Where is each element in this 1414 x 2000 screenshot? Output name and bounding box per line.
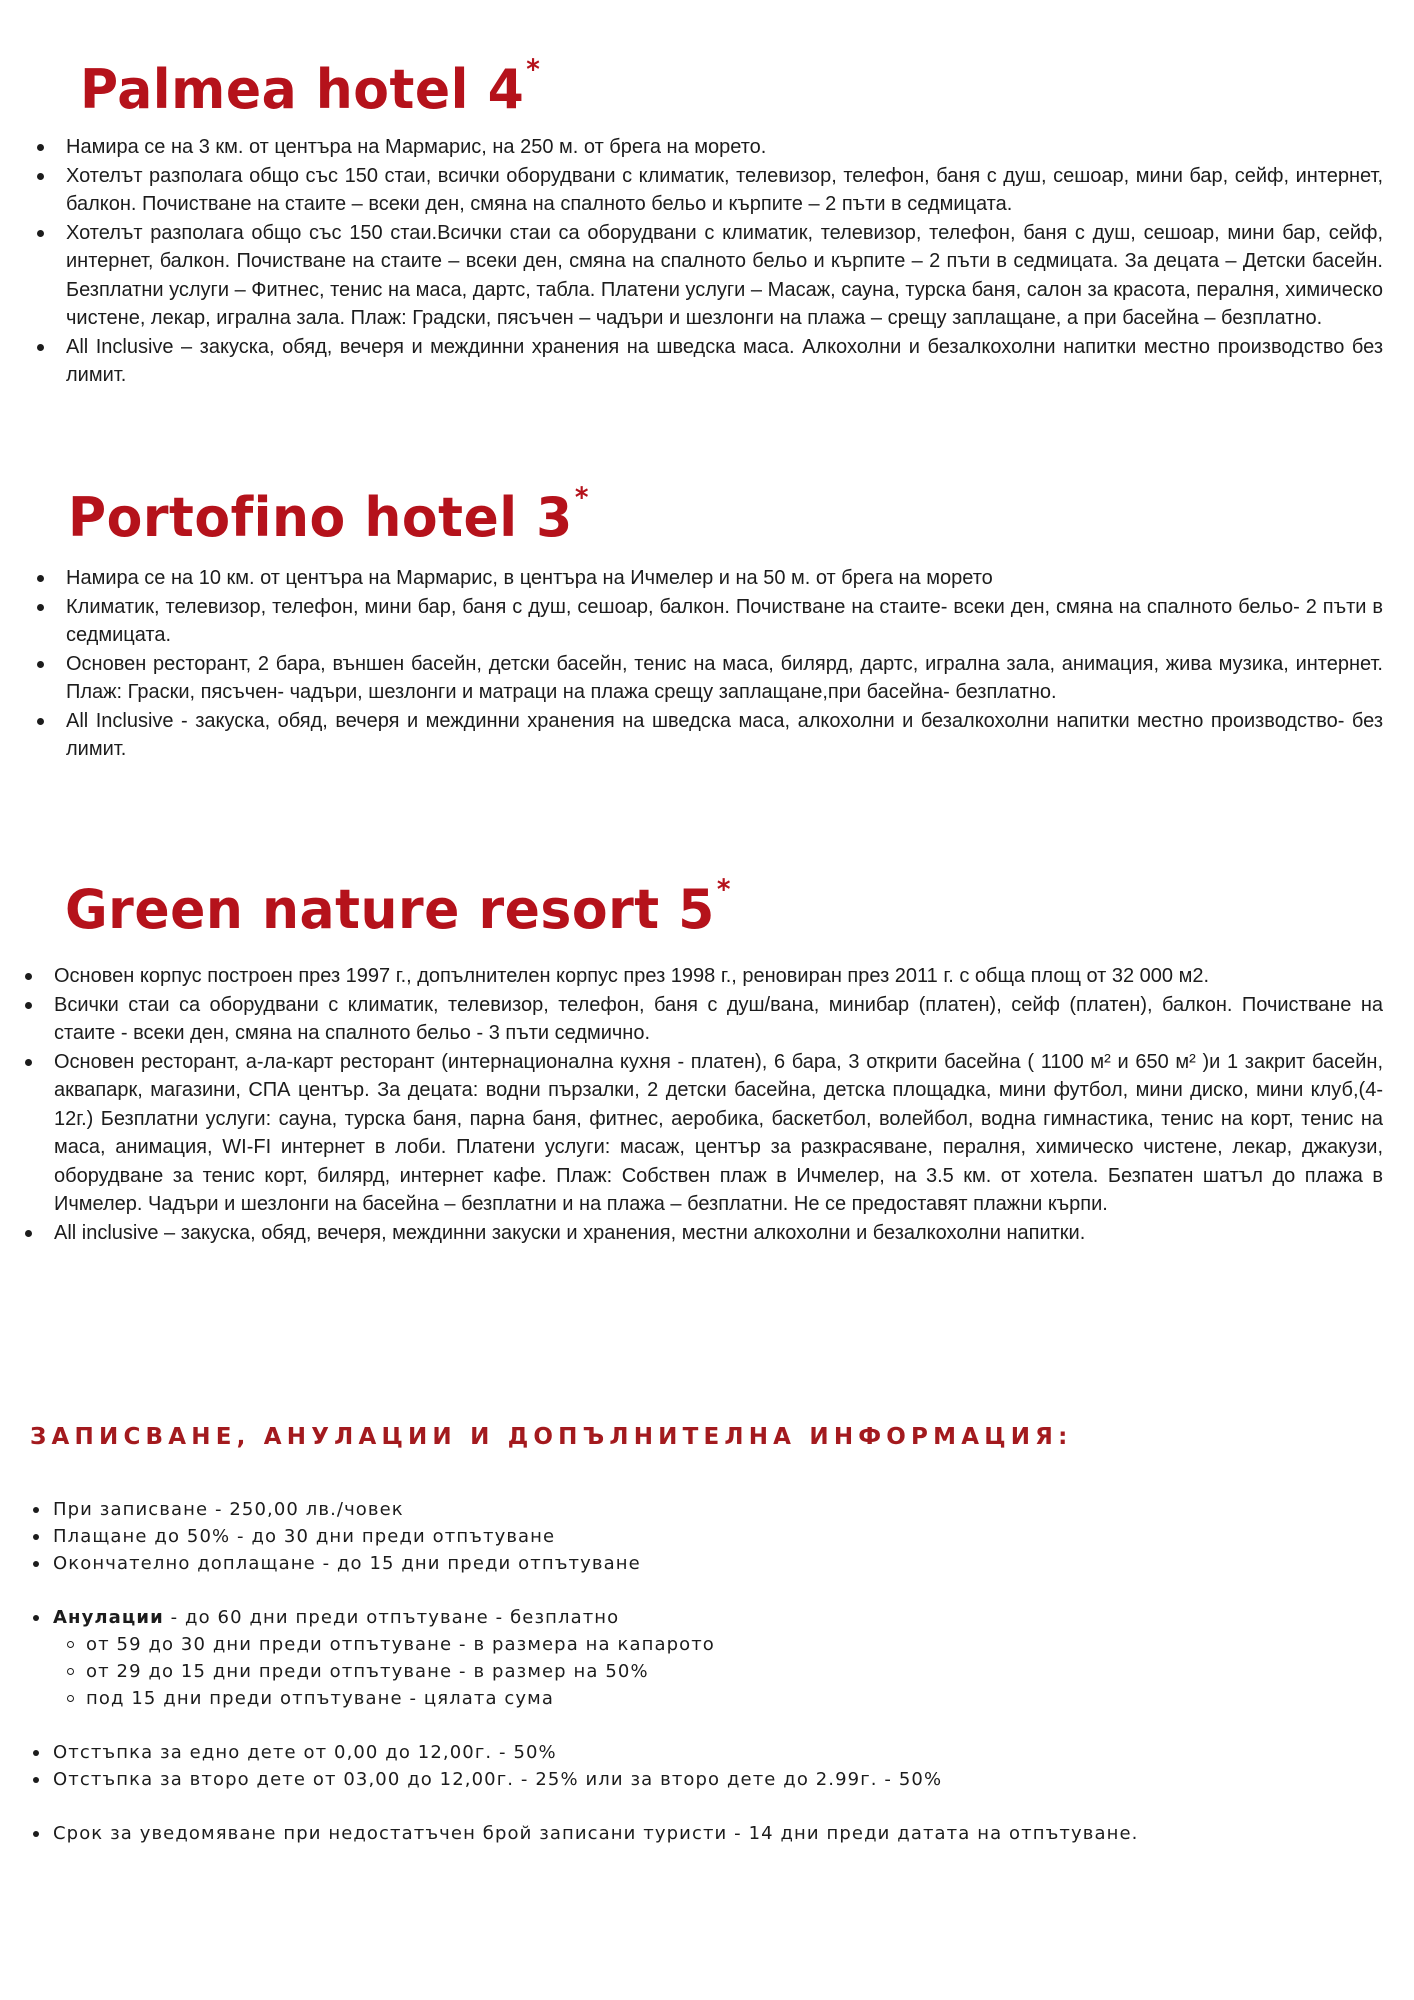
list-item: Намира се на 3 км. от центъра на Мармарис, на 250 м. от брега на морето.: [66, 133, 1383, 162]
list-item: All Inclusive - закуска, обяд, вечеря и междинни хранения на шведска маса, алкохолни и безалкохолни напитки местно производство- без лимит.: [66, 707, 1383, 764]
list-item: При записване - 250,00 лв./човек: [53, 1496, 641, 1523]
list-item: Климатик, телевизор, телефон, мини бар, баня с душ, сешоар, балкон. Почистване на стаите- всеки ден, смяна на спалното бельо- 2 пъти в седмицата.: [66, 593, 1383, 650]
list-item: от 29 до 15 дни преди отпътуване - в размер на 50%: [86, 1658, 715, 1685]
star-mark: *: [716, 874, 731, 906]
list-item: Хотелът разполага общо със 150 стаи, всички оборудвани с климатик, телевизор, телефон, баня с душ, сешоар, мини бар, сейф, интернет, балкон. Почистване на стаите – всеки ден, смяна на спалното бельо и кърпите – 2 пъти в седмицата.: [66, 162, 1383, 219]
list-item: Отстъпка за едно дете от 0,00 до 12,00г. - 50%: [53, 1739, 942, 1766]
payment-list: [53, 1496, 641, 1577]
cancellation-sub-list: [53, 1631, 715, 1712]
cancellation-label: Анулации: [53, 1607, 164, 1628]
list-item: [53, 1604, 715, 1712]
list-item: Хотелът разполага общо със 150 стаи.Всички стаи са оборудвани с климатик, телевизор, телефон, баня с душ, сешоар, мини бар, сейф, интернет, балкон. Почистване на стаите – всеки ден, смяна на спалното бельо и кърпите – 2 пъти в седмицата. За децата – Детски басейн. Безплатни услуги – Фитнес, тенис на маса, дартс, табла. Платени услуги – Масаж, сауна, турска баня, салон за красота, пералня, химическо чистене, лекар, игрална зала. Плаж: Градски, пясъчен – чадъри и шезлонги на плажа – срещу заплащане, а при басейна – безплатно.: [66, 219, 1383, 333]
list-item: Плащане до 50% - до 30 дни преди отпътуване: [53, 1523, 641, 1550]
list-item: Основен ресторант, 2 бара, външен басейн, детски басейн, тенис на маса, билярд, дартс, игрална зала, анимация, жива музика, интернет. Плаж: Граски, пясъчен- чадъри, шезлонги и матраци на плажа срещу заплащане,при басейна- безплатно.: [66, 650, 1383, 707]
hotel-title-palmea: Palmea hotel 4*: [80, 54, 541, 122]
list-item: Намира се на 10 км. от центъра на Мармарис, в центъра на Ичмелер и на 50 м. от брега на морето: [66, 564, 1383, 593]
hotel-details-portofino: [66, 564, 1383, 764]
cancellation-text: - до 60 дни преди отпътуване - безплатно: [163, 1607, 620, 1628]
hotel-title-green-nature: Green nature resort 5*: [65, 874, 731, 942]
list-item: под 15 дни преди отпътуване - цялата сума: [86, 1685, 715, 1712]
list-item: All Inclusive – закуска, обяд, вечеря и междинни хранения на шведска маса. Алкохолни и безалкохолни напитки местно производство без лимит.: [66, 333, 1383, 390]
list-item: Всички стаи са оборудвани с климатик, телевизор, телефон, баня с душ/вана, минибар (платен), сейф (платен), балкон. Почистване на стаите - всеки ден, смяна на спалното бельо - 3 пъти седмично.: [54, 991, 1383, 1048]
list-item: All inclusive – закуска, обяд, вечеря, междинни закуски и хранения, местни алкохолни и безалкохолни напитки.: [54, 1219, 1383, 1248]
star-mark: *: [574, 482, 589, 514]
list-item: Срок за уведомяване при недостатъчен брой записани туристи - 14 дни преди датата на отпътуване.: [53, 1820, 1138, 1847]
hotel-title-portofino: Portofino hotel 3*: [68, 482, 589, 550]
info-heading: ЗАПИСВАНЕ, АНУЛАЦИИ И ДОПЪЛНИТЕЛНА ИНФОРМАЦИЯ:: [30, 1424, 1073, 1450]
notice-list: [53, 1820, 1138, 1847]
list-item: от 59 до 30 дни преди отпътуване - в размера на капарото: [86, 1631, 715, 1658]
hotel-details-green-nature: [54, 962, 1383, 1247]
discount-list: [53, 1739, 942, 1793]
list-item: Основен ресторант, а-ла-карт ресторант (интернационална кухня - платен), 6 бара, 3 открити басейна ( 1100 м² и 650 м² )и 1 закрит басейн, аквапарк, магазини, СПА център. За децата: водни пързалки, 2 детски басейна, детска площадка, мини футбол, мини диско, мини клуб,(4-12г.) Безплатни услуги: сауна, турска баня, парна баня, фитнес, аеробика, баскетбол, волейбол, водна гимнастика, тенис на корт, тенис на маса, анимация, WI-FI интернет в лоби. Платени услуги: масаж, център за разкрасяване, пералня, химическо чистене, лекар, джакузи, оборудване за тенис корт, билярд, интернет кафе. Плаж: Собствен плаж в Ичмелер, на 3.5 км. от хотела. Безпатен шатъл до плажа в Ичмелер. Чадъри и шезлонги на басейна – безплатни и на плажа – безплатни. Не се предоставят плажни кърпи.: [54, 1048, 1383, 1219]
hotel-details-palmea: [66, 133, 1383, 390]
star-mark: *: [526, 54, 541, 86]
list-item: Окончателно доплащане - до 15 дни преди отпътуване: [53, 1550, 641, 1577]
list-item: Отстъпка за второ дете от 03,00 до 12,00г. - 25% или за второ дете до 2.99г. - 50%: [53, 1766, 942, 1793]
cancellation-list: [53, 1604, 715, 1712]
list-item: Основен корпус построен през 1997 г., допълнителен корпус през 1998 г., реновиран през 2011 г. с обща площ от 32 000 м2.: [54, 962, 1383, 991]
